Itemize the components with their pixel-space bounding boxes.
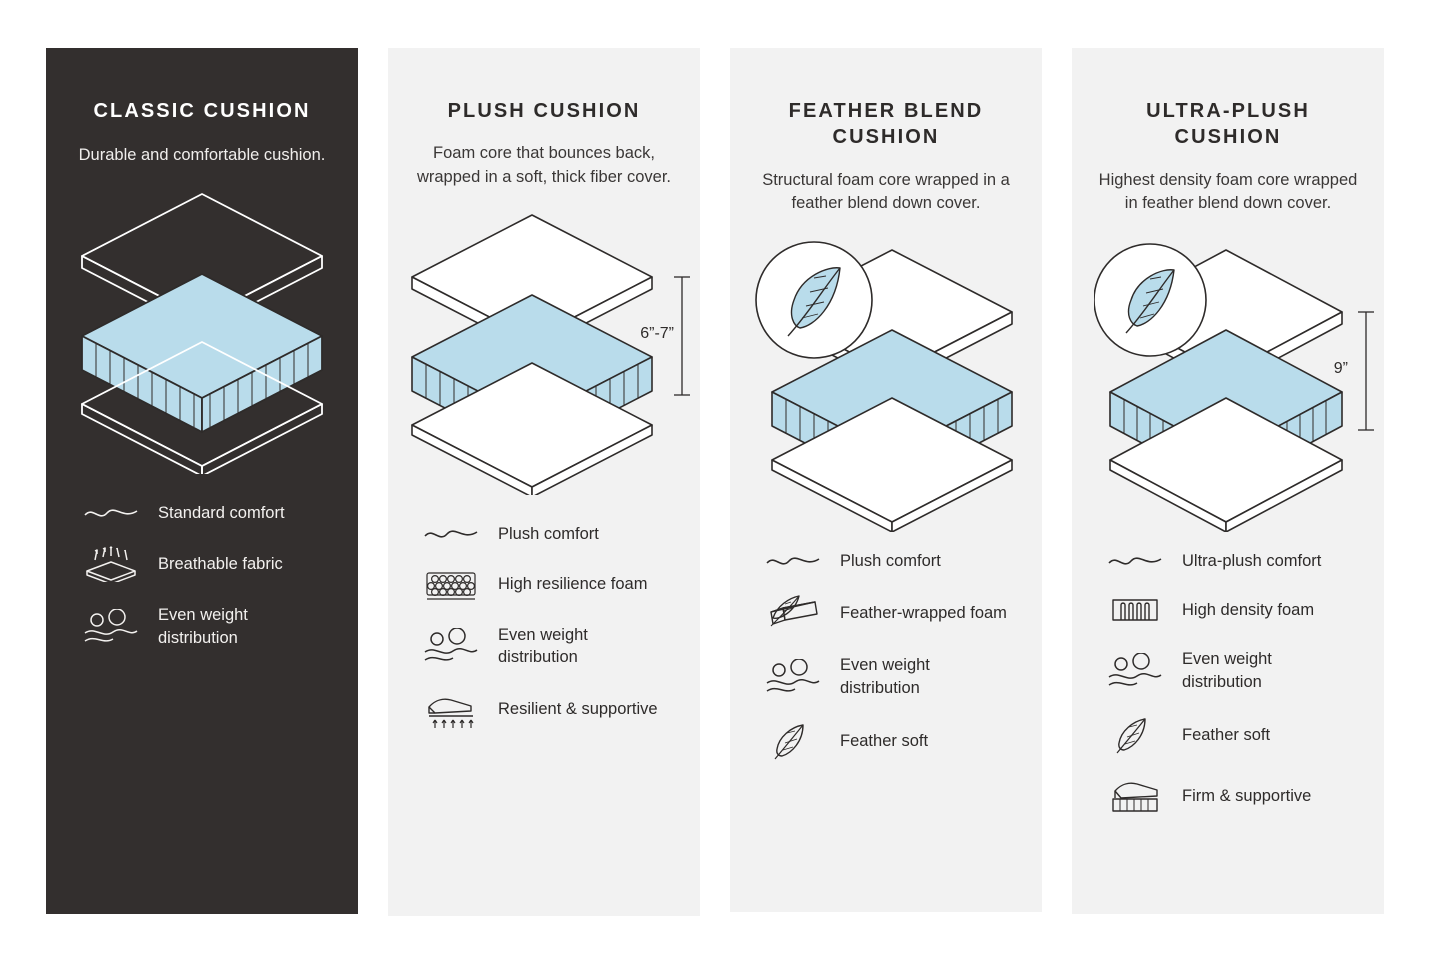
exploded-cushion-diagram-feather-blend bbox=[752, 232, 1020, 532]
list-item bbox=[764, 721, 1008, 761]
page-title: CLASSIC CUSHION bbox=[93, 100, 311, 122]
list-item bbox=[1106, 594, 1350, 626]
card-description: Structural foam core wrapped in a feather blend down cover. bbox=[762, 170, 1010, 213]
page-title: FEATHER BLEND CUSHION bbox=[788, 100, 984, 149]
dimension-bracket bbox=[674, 277, 690, 395]
list-item bbox=[1106, 648, 1350, 693]
list-item-label: Resilient & supportive bbox=[498, 700, 658, 719]
feather-badge bbox=[1094, 244, 1206, 356]
exploded-cushion-diagram-plush bbox=[410, 205, 678, 505]
card-classic-cushion[interactable] bbox=[46, 48, 358, 914]
list-item bbox=[764, 594, 1008, 632]
firm-supportive-icon bbox=[1106, 777, 1164, 815]
list-item-label: Plush comfort bbox=[498, 525, 599, 544]
honeycomb-foam-icon bbox=[422, 568, 480, 602]
list-item-label: Feather soft bbox=[1182, 725, 1271, 744]
breathable-fabric-icon bbox=[82, 546, 140, 582]
list-item bbox=[422, 691, 666, 729]
dimension-label: 9” bbox=[1333, 359, 1348, 377]
list-item-label: High density foam bbox=[1182, 600, 1315, 619]
card-feather-blend-cushion[interactable] bbox=[730, 48, 1042, 912]
dimension-label: 6”-7” bbox=[640, 325, 674, 343]
feather-badge bbox=[756, 242, 872, 358]
foam-core-layer bbox=[82, 274, 322, 432]
list-item-label: Feather-wrapped foam bbox=[840, 603, 1007, 622]
list-item-label: Feather soft bbox=[840, 731, 929, 750]
high-density-foam-icon bbox=[1106, 594, 1164, 626]
list-item bbox=[764, 654, 1008, 699]
list-item-label: Plush comfort bbox=[840, 551, 941, 570]
list-item bbox=[82, 546, 322, 582]
list-item-label: Standard comfort bbox=[158, 503, 285, 522]
features-list-ultra-plush bbox=[1094, 550, 1362, 815]
list-item-label: Even weight distribution bbox=[158, 606, 248, 647]
dimension-bracket bbox=[1358, 312, 1374, 430]
wave-icon bbox=[1106, 550, 1164, 572]
list-item-label: Firm & supportive bbox=[1182, 786, 1312, 805]
weight-distribution-icon bbox=[422, 628, 480, 664]
feather-icon bbox=[1106, 715, 1164, 755]
exploded-cushion-diagram-classic bbox=[70, 184, 334, 484]
card-description: Durable and comfortable cushion. bbox=[78, 146, 326, 165]
page-title: ULTRA-PLUSH CUSHION bbox=[1146, 100, 1310, 149]
card-plush-cushion[interactable] bbox=[388, 48, 700, 916]
list-item bbox=[1106, 777, 1350, 815]
features-list-feather-blend bbox=[752, 550, 1020, 761]
feather-wrapped-foam-icon bbox=[764, 594, 822, 632]
list-item bbox=[764, 550, 1008, 572]
wave-icon bbox=[764, 550, 822, 572]
list-item-label: Ultra-plush comfort bbox=[1182, 551, 1322, 570]
weight-distribution-icon bbox=[764, 659, 822, 695]
features-list-classic bbox=[70, 502, 334, 649]
wave-icon bbox=[422, 523, 480, 545]
card-ultra-plush-cushion[interactable] bbox=[1072, 48, 1384, 914]
card-description: Highest density foam core wrapped in feather blend down cover. bbox=[1098, 170, 1358, 213]
list-item bbox=[82, 502, 322, 524]
list-item-label: Even weight distribution bbox=[498, 625, 588, 667]
list-item bbox=[1106, 550, 1350, 572]
supportive-seat-icon bbox=[422, 691, 480, 729]
list-item bbox=[1106, 715, 1350, 755]
list-item bbox=[82, 604, 322, 649]
list-item-label: Even weight distribution bbox=[840, 656, 930, 697]
card-description: Foam core that bounces back, wrapped in a soft, thick fiber cover. bbox=[416, 144, 672, 186]
list-item bbox=[422, 568, 666, 602]
list-item bbox=[422, 523, 666, 545]
feather-icon bbox=[764, 721, 822, 761]
weight-distribution-icon bbox=[1106, 653, 1164, 689]
weight-distribution-icon bbox=[82, 609, 140, 645]
list-item bbox=[422, 624, 666, 669]
exploded-cushion-diagram-ultra-plush bbox=[1094, 232, 1362, 532]
list-item-label: Even weight distribution bbox=[1182, 650, 1272, 691]
list-item-label: Breathable fabric bbox=[158, 555, 283, 574]
page-title: PLUSH CUSHION bbox=[447, 100, 641, 122]
features-list-plush bbox=[410, 523, 678, 728]
wave-icon bbox=[82, 502, 140, 524]
list-item-label: High resilience foam bbox=[498, 575, 648, 594]
